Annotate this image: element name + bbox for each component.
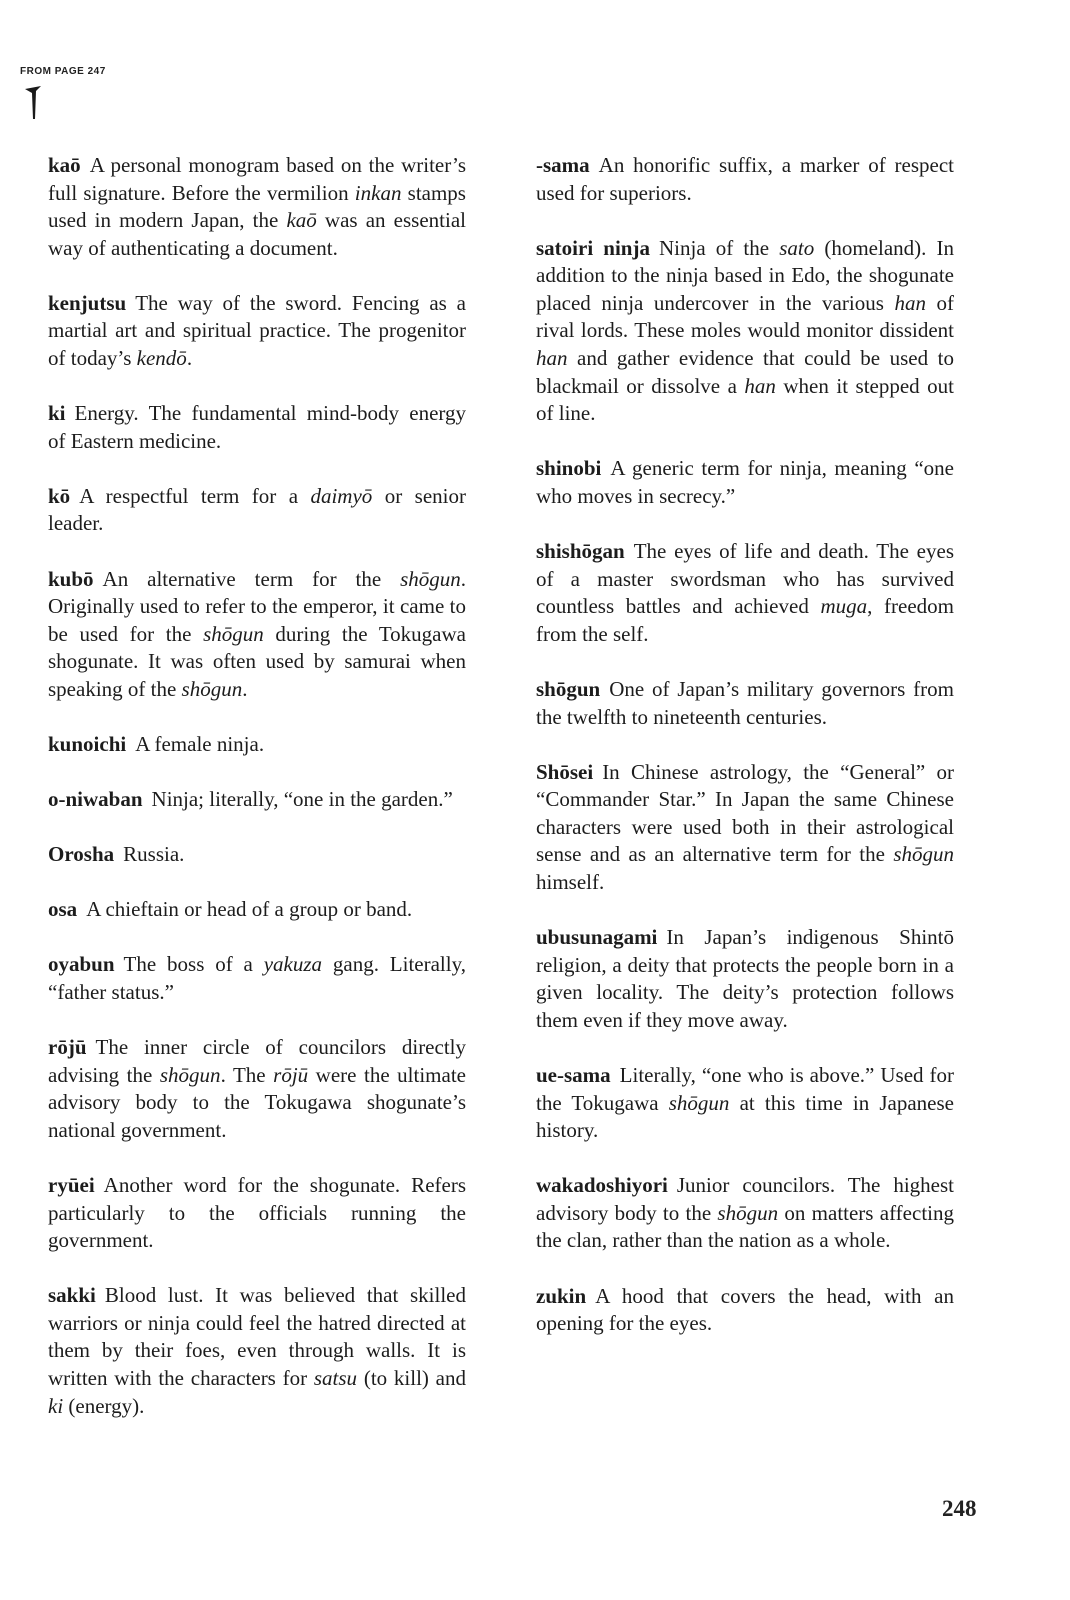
italic-term: kaō bbox=[286, 208, 317, 233]
glossary-entry bbox=[48, 1034, 466, 1144]
glossary-term: kō bbox=[48, 483, 71, 508]
glossary-entry bbox=[48, 896, 466, 924]
definition-text: A personal monogram based on the writer’s full signature. Before the vermilion bbox=[48, 153, 466, 205]
glossary-term: kubō bbox=[48, 566, 94, 591]
definition-text: were the ultimate advisory body to the Tokugawa shogunate’s national government. bbox=[48, 1062, 466, 1142]
italic-term: shōgun bbox=[181, 676, 243, 701]
definition-text: (homeland). In addition to the ninja based in Edo, the shogunate placed ninja undercover in the various bbox=[536, 235, 955, 315]
glossary-entry bbox=[48, 152, 466, 262]
definition-text: (to kill) and bbox=[357, 1366, 466, 1390]
glossary-entry bbox=[536, 1062, 954, 1145]
glossary-entry bbox=[48, 290, 466, 373]
italic-term: shōgun bbox=[159, 1062, 221, 1087]
definition-text: or senior leader. bbox=[48, 483, 466, 536]
glossary-entry bbox=[48, 1282, 466, 1420]
definition-text: Literally, “one who is above.” Used for the Tokugawa bbox=[536, 1062, 954, 1115]
glossary-term: sakki bbox=[48, 1283, 96, 1308]
glossary-term: shinobi bbox=[536, 456, 602, 481]
definition-text: . Originally used to refer to the emperor, it came to be used for the bbox=[48, 566, 466, 646]
italic-term: han bbox=[894, 290, 926, 315]
glossary-entry bbox=[536, 1172, 954, 1255]
glossary-entry bbox=[536, 759, 954, 897]
glossary-entry bbox=[536, 924, 954, 1034]
glossary-term: ubusunagami bbox=[536, 925, 658, 950]
glossary-term: kenjutsu bbox=[48, 290, 127, 315]
definition-text: , freedom from the self. bbox=[536, 594, 954, 646]
italic-term: rōjū bbox=[273, 1062, 309, 1087]
definition-text: Ninja; literally, “one in the garden.” bbox=[151, 787, 453, 812]
glossary-entry bbox=[48, 566, 466, 704]
glossary-term: osa bbox=[48, 897, 78, 922]
definition-text: . The bbox=[220, 1062, 274, 1087]
from-page-label: FROM PAGE 247 bbox=[20, 66, 106, 77]
glossary-term: ryūei bbox=[48, 1172, 95, 1197]
definition-text: A respectful term for a bbox=[79, 483, 311, 508]
glossary-term: rōjū bbox=[48, 1035, 87, 1060]
italic-term: kendō bbox=[136, 346, 187, 371]
glossary-entry bbox=[48, 731, 466, 759]
definition-text: on matters affecting the clan, rather than the nation as a whole. bbox=[536, 1200, 954, 1253]
definition-text: A chieftain or head of a group or band. bbox=[86, 897, 413, 922]
definition-text: Russia. bbox=[123, 842, 185, 867]
italic-term: han bbox=[536, 346, 568, 371]
glossary-column-right bbox=[536, 152, 954, 1365]
definition-text: (energy). bbox=[63, 1393, 145, 1418]
definition-text: A generic term for ninja, meaning “one who moves in secrecy.” bbox=[536, 456, 954, 508]
page-number: 248 bbox=[942, 1496, 977, 1521]
glossary-column-left bbox=[48, 152, 466, 1448]
italic-term: ki bbox=[48, 1393, 64, 1418]
definition-text: of rival lords. These moles would monitor dissident bbox=[536, 290, 954, 343]
italic-term: shōgun bbox=[668, 1090, 730, 1115]
definition-text: In Japan’s indigenous Shintō religion, a deity that protects the people born in a given locality. The deity’s protection follows them even if they move away. bbox=[536, 925, 954, 1032]
glossary-term: shōgun bbox=[536, 676, 601, 701]
glossary-entry bbox=[536, 235, 954, 428]
glossary-term: ki bbox=[48, 401, 66, 426]
definition-text: One of Japan’s military governors from the twelfth to nineteenth centuries. bbox=[536, 676, 954, 729]
glossary-entry bbox=[536, 455, 954, 510]
italic-term: satsu bbox=[313, 1366, 358, 1390]
glossary-term: oyabun bbox=[48, 952, 115, 977]
glossary-term: kunoichi bbox=[48, 732, 127, 756]
glossary-entry bbox=[48, 483, 466, 538]
glossary-term: wakadoshiyori bbox=[536, 1173, 668, 1198]
definition-text: The inner circle of councilors directly advising the bbox=[48, 1035, 466, 1087]
italic-term: shōgun bbox=[893, 842, 954, 867]
glossary-entry bbox=[536, 538, 954, 648]
italic-term: shōgun bbox=[717, 1200, 779, 1225]
glossary-term: satoiri ninja bbox=[536, 235, 650, 260]
definition-text: An alternative term for the bbox=[102, 566, 401, 591]
italic-term: muga bbox=[820, 594, 868, 619]
definition-text: and gather evidence that could be used to blackmail or dissolve a bbox=[536, 346, 954, 398]
glossary-term: o-niwaban bbox=[48, 787, 143, 812]
definition-text: Junior councilors. The highest advisory body to the bbox=[536, 1173, 954, 1225]
italic-term: inkan bbox=[354, 180, 402, 205]
definition-text: during the Tokugawa shogunate. It was often used by samurai when speaking of the bbox=[48, 621, 466, 701]
definition-text: Energy. The fundamental mind-body energy of Eastern medicine. bbox=[48, 401, 466, 453]
glossary-term: Orosha bbox=[48, 842, 115, 867]
definition-text: In Chinese astrology, the “General” or “Commander Star.” In Japan the same Chinese characters were used both in their astrological sense and as an alternative term for the bbox=[536, 759, 954, 867]
definition-text: The boss of a bbox=[123, 952, 264, 977]
definition-text: at this time in Japanese history. bbox=[536, 1090, 954, 1143]
glossary-entry bbox=[536, 152, 954, 207]
glossary-entry bbox=[48, 786, 466, 814]
italic-term: shōgun bbox=[203, 621, 264, 646]
definition-text: An honorific suffix, a marker of respect used for superiors. bbox=[536, 153, 954, 205]
glossary-term: -sama bbox=[536, 153, 590, 177]
definition-text: Another word for the shogunate. Refers particularly to the officials running the government. bbox=[48, 1172, 466, 1253]
italic-term: sato bbox=[779, 235, 815, 260]
glossary-term: zukin bbox=[536, 1283, 587, 1308]
glossary-term: shishōgan bbox=[536, 539, 625, 564]
definition-text: Ninja of the bbox=[658, 235, 780, 260]
glossary-entry bbox=[536, 1283, 954, 1338]
glossary-term: kaō bbox=[48, 153, 81, 177]
definition-text: . bbox=[242, 676, 248, 701]
definition-text: The eyes of life and death. The eyes of a master swordsman who has survived countless battles and achieved bbox=[536, 539, 954, 619]
definition-text: was an essential way of authenticating a document. bbox=[48, 208, 466, 260]
continuation-arrow-icon bbox=[24, 86, 42, 120]
definition-text: A female ninja. bbox=[135, 732, 265, 756]
glossary-term: ue-sama bbox=[536, 1062, 611, 1087]
definition-text: Blood lust. It was believed that skilled warriors or ninja could feel the hatred directed at them by their foes, even through walls. It is written with the characters for bbox=[48, 1283, 466, 1390]
glossary-entry bbox=[48, 1172, 466, 1255]
definition-text: A hood that covers the head, with an opening for the eyes. bbox=[536, 1283, 954, 1336]
definition-text: . bbox=[186, 346, 193, 371]
definition-text: when it stepped out of line. bbox=[536, 373, 954, 426]
italic-term: daimyō bbox=[310, 483, 373, 508]
definition-text: stamps used in modern Japan, the bbox=[48, 180, 466, 233]
italic-term: han bbox=[744, 373, 776, 398]
glossary-entry bbox=[48, 951, 466, 1006]
definition-text: gang. Literally, “father status.” bbox=[48, 952, 466, 1004]
italic-term: yakuza bbox=[263, 952, 323, 977]
definition-text: The way of the sword. Fencing as a martial art and spiritual practice. The progenitor of today’s bbox=[48, 290, 466, 371]
definition-text: himself. bbox=[536, 869, 605, 894]
glossary-entry bbox=[536, 676, 954, 731]
italic-term: shōgun bbox=[400, 566, 461, 591]
glossary-entry bbox=[48, 400, 466, 455]
glossary-entry bbox=[48, 841, 466, 869]
glossary-term: Shōsei bbox=[536, 759, 594, 784]
